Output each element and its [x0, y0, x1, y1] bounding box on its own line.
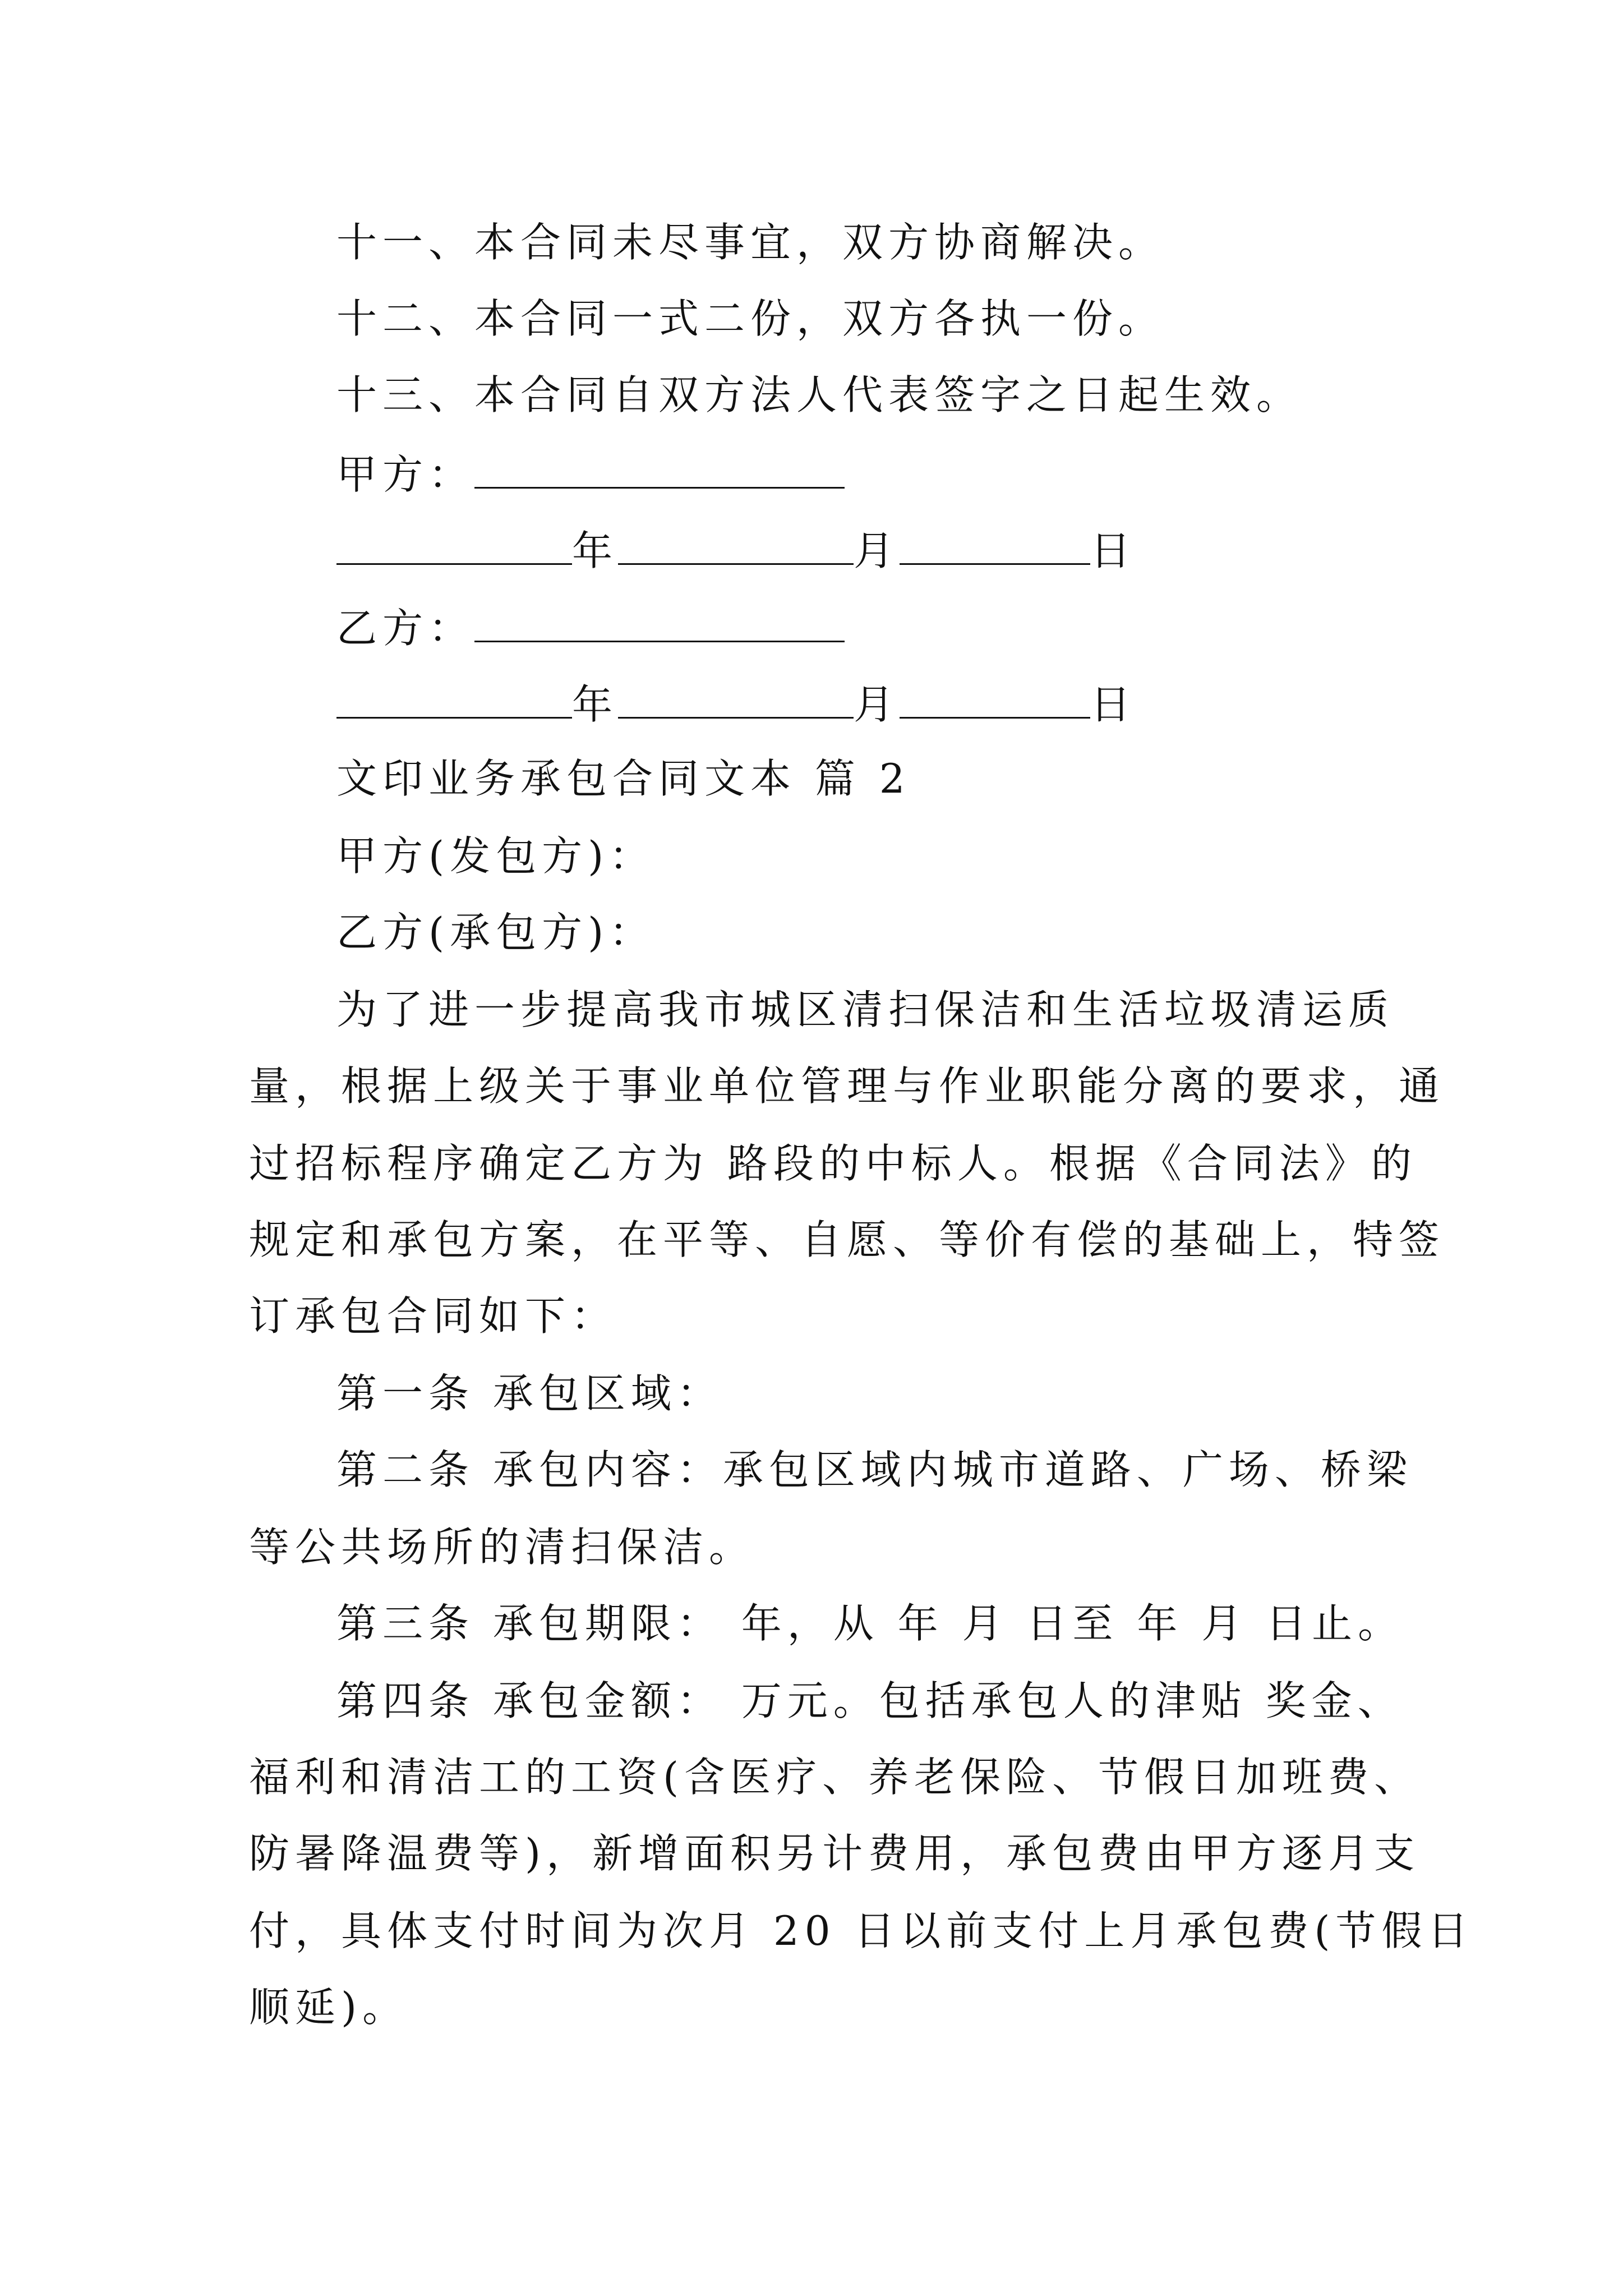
party-a-date-row: [336, 527, 1137, 574]
section-2-title: 文印业务承包合同文本 篇 2: [336, 755, 911, 802]
day-blank: [900, 528, 1090, 565]
party-a-signature-row: [336, 451, 845, 498]
month-blank: [618, 682, 854, 719]
preamble-line: 过招标程序确定乙方为 路段的中标人。根据《合同法》的: [249, 1140, 1417, 1187]
article-4-cont: 防暑降温费等)，新增面积另计费用，承包费由甲方逐月支: [249, 1830, 1421, 1877]
day-label: 日: [1090, 527, 1137, 574]
party-b-blank: [474, 606, 845, 642]
party-b-label: 乙方：: [336, 605, 475, 652]
article-4-cont: 福利和清洁工的工资(含医疗、养老保险、节假日加班费、: [249, 1754, 1421, 1801]
year-blank: [336, 528, 572, 565]
preamble-line: 量，根据上级关于事业单位管理与作业职能分离的要求，通: [249, 1062, 1445, 1110]
party-b-signature-row: [336, 605, 845, 652]
preamble-line: 规定和承包方案，在平等、自愿、等价有偿的基础上，特签: [249, 1216, 1445, 1263]
year-blank: [336, 682, 572, 719]
article-4-cont: 付，具体支付时间为次月 20 日以前支付上月承包费(节假日: [249, 1907, 1474, 1954]
preamble-line: 为了进一步提高我市城区清扫保洁和生活垃圾清运质: [336, 986, 1395, 1033]
day-label: 日: [1090, 681, 1137, 728]
month-label: 月: [854, 527, 900, 574]
month-blank: [618, 528, 854, 565]
article-1: 第一条 承包区域：: [336, 1370, 723, 1417]
day-blank: [900, 682, 1090, 719]
party-b-date-row: [336, 681, 1137, 728]
article-4-cont: 顺延)。: [249, 1984, 409, 2031]
article-2: 第二条 承包内容：承包区域内城市道路、广场、桥梁: [336, 1446, 1413, 1493]
year-label: 年: [572, 527, 619, 574]
party-a-blank: [474, 452, 845, 489]
article-3: 第三条 承包期限： 年，从 年 月 日至 年 月 日止。: [336, 1600, 1404, 1647]
month-label: 月: [854, 681, 900, 728]
clause-11: 十一、本合同未尽事宜，双方协商解决。: [336, 219, 1165, 266]
preamble-line: 订承包合同如下：: [249, 1292, 617, 1340]
article-2-cont: 等公共场所的清扫保洁。: [249, 1524, 755, 1571]
party-a-label: 甲方：: [336, 451, 475, 498]
clause-13: 十三、本合同自双方法人代表签字之日起生效。: [336, 371, 1303, 418]
section-2-party-b: 乙方(承包方)：: [336, 909, 656, 956]
clause-12: 十二、本合同一式二份，双方各执一份。: [336, 295, 1165, 342]
article-4: 第四条 承包金额： 万元。包括承包人的津贴 奖金、: [336, 1677, 1404, 1724]
section-2-party-a: 甲方(发包方)：: [336, 832, 656, 880]
year-label: 年: [572, 681, 619, 728]
